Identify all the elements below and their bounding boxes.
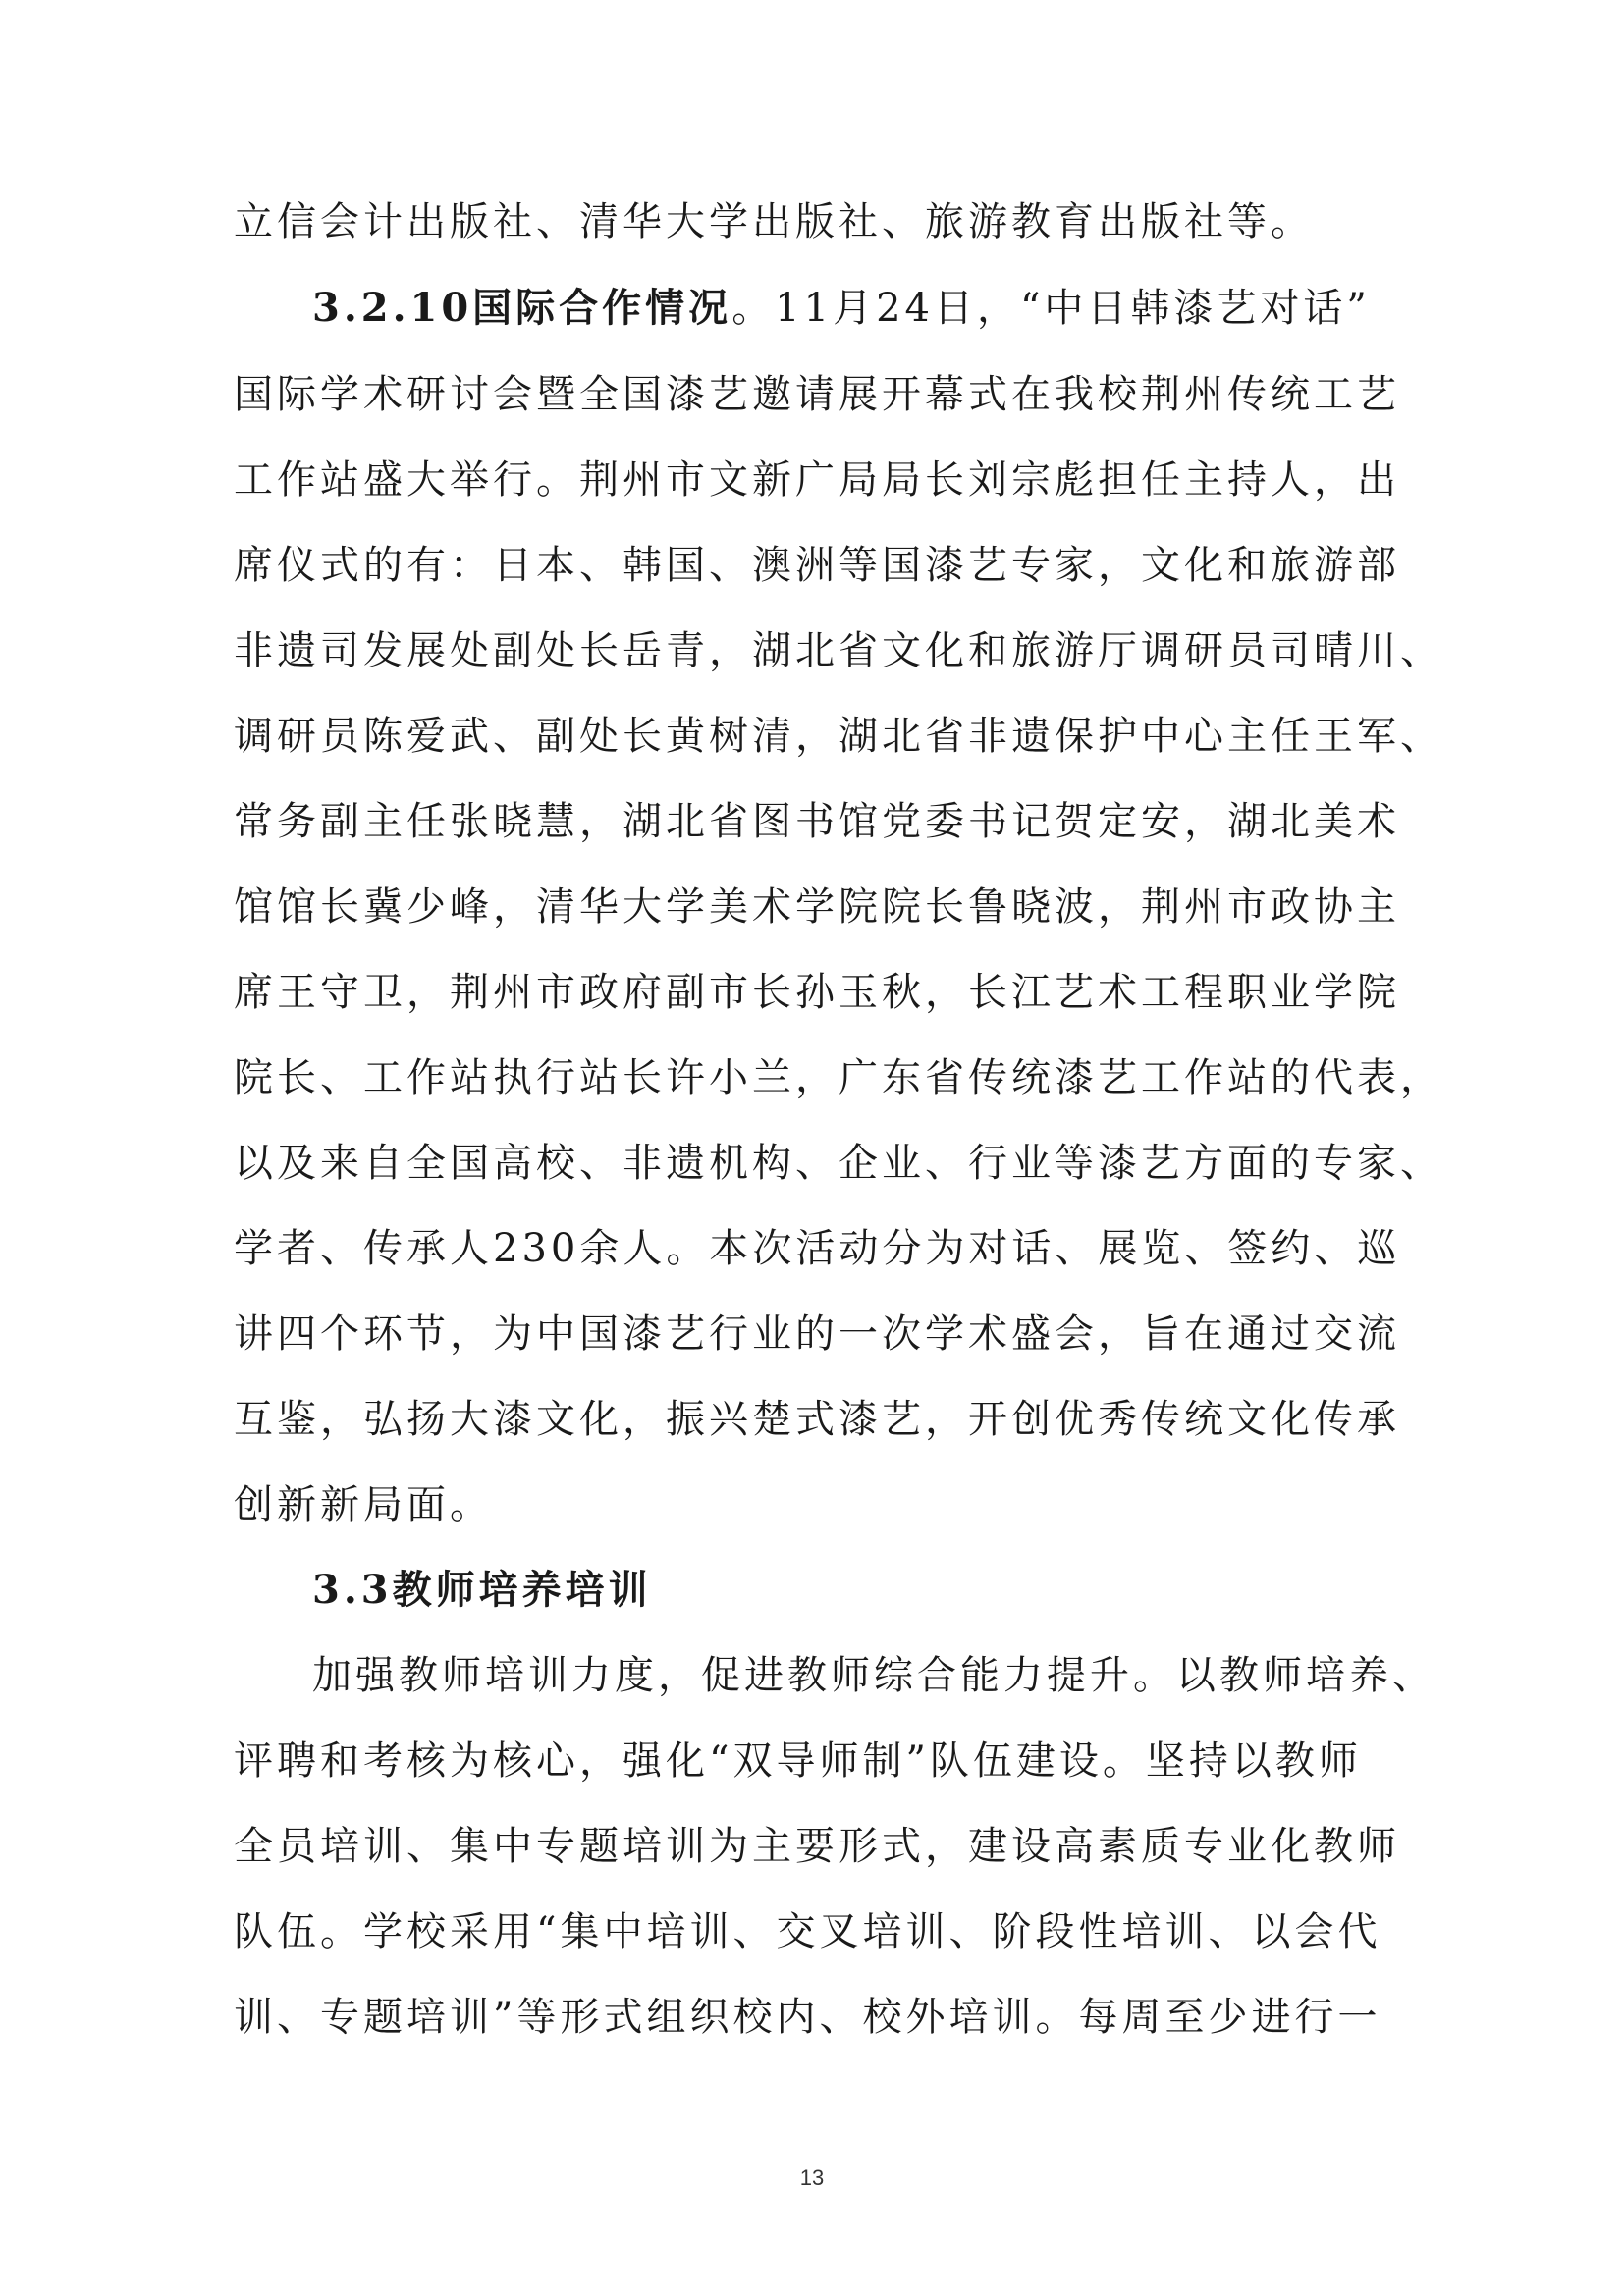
paragraph-line: 加强教师培训力度，促进教师综合能力提升。以教师培养、 <box>312 1653 1435 1698</box>
paragraph-line: 席王守卫，荆州市政府副市长孙玉秋，长江艺术工程职业学院 <box>234 970 1400 1015</box>
paragraph-line: 互鉴，弘扬大漆文化，振兴楚式漆艺，开创优秀传统文化传承 <box>234 1397 1400 1442</box>
paragraph-line: 常务副主任张晓慧，湖北省图书馆党委书记贺定安，湖北美术 <box>234 799 1400 844</box>
paragraph-line: 非遗司发展处副处长岳青，湖北省文化和旅游厅调研员司晴川、 <box>234 628 1443 673</box>
page-number: 13 <box>799 2165 825 2190</box>
paragraph-line: 国际学术研讨会暨全国漆艺邀请展开幕式在我校荆州传统工艺 <box>234 372 1400 417</box>
paragraph-line: 以及来自全国高校、非遗机构、企业、行业等漆艺方面的专家、 <box>234 1141 1443 1186</box>
section-heading: 3.2.10国际合作情况 <box>312 285 732 331</box>
paragraph-line: 讲四个环节，为中国漆艺行业的一次学术盛会，旨在通过交流 <box>234 1311 1400 1357</box>
paragraph-line: 立信会计出版社、清华大学出版社、旅游教育出版社等。 <box>234 199 1314 244</box>
paragraph-line: 学者、传承人230余人。本次活动分为对话、展览、签约、巡 <box>234 1226 1401 1271</box>
paragraph-line: 调研员陈爱武、副处长黄树清，湖北省非遗保护中心主任王军、 <box>234 714 1443 759</box>
paragraph-line: 席仪式的有：日本、韩国、澳洲等国漆艺专家，文化和旅游部 <box>234 543 1400 588</box>
section-intro-text: 。11月24日，“中日韩漆艺对话” <box>731 286 1371 331</box>
paragraph-line: 院长、工作站执行站长许小兰，广东省传统漆艺工作站的代表， <box>234 1055 1443 1100</box>
paragraph-line: 评聘和考核为核心，强化“双导师制”队伍建设。坚持以教师 <box>234 1738 1362 1784</box>
paragraph-line: 全员培训、集中专题培训为主要形式，建设高素质专业化教师 <box>234 1824 1400 1869</box>
paragraph-line: 创新新局面。 <box>234 1482 493 1527</box>
paragraph-line: 队伍。学校采用“集中培训、交叉培训、阶段性培训、以会代 <box>234 1909 1381 1954</box>
section-3-2-10-line <box>312 285 1371 332</box>
paragraph-line: 馆馆长冀少峰，清华大学美术学院院长鲁晓波，荆州市政协主 <box>234 884 1400 930</box>
paragraph-line: 工作站盛大举行。荆州市文新广局局长刘宗彪担任主持人，出 <box>234 457 1400 503</box>
section-heading: 3.3教师培养培训 <box>312 1567 652 1613</box>
paragraph-line: 训、专题培训”等形式组织校内、校外培训。每周至少进行一 <box>234 1995 1381 2040</box>
